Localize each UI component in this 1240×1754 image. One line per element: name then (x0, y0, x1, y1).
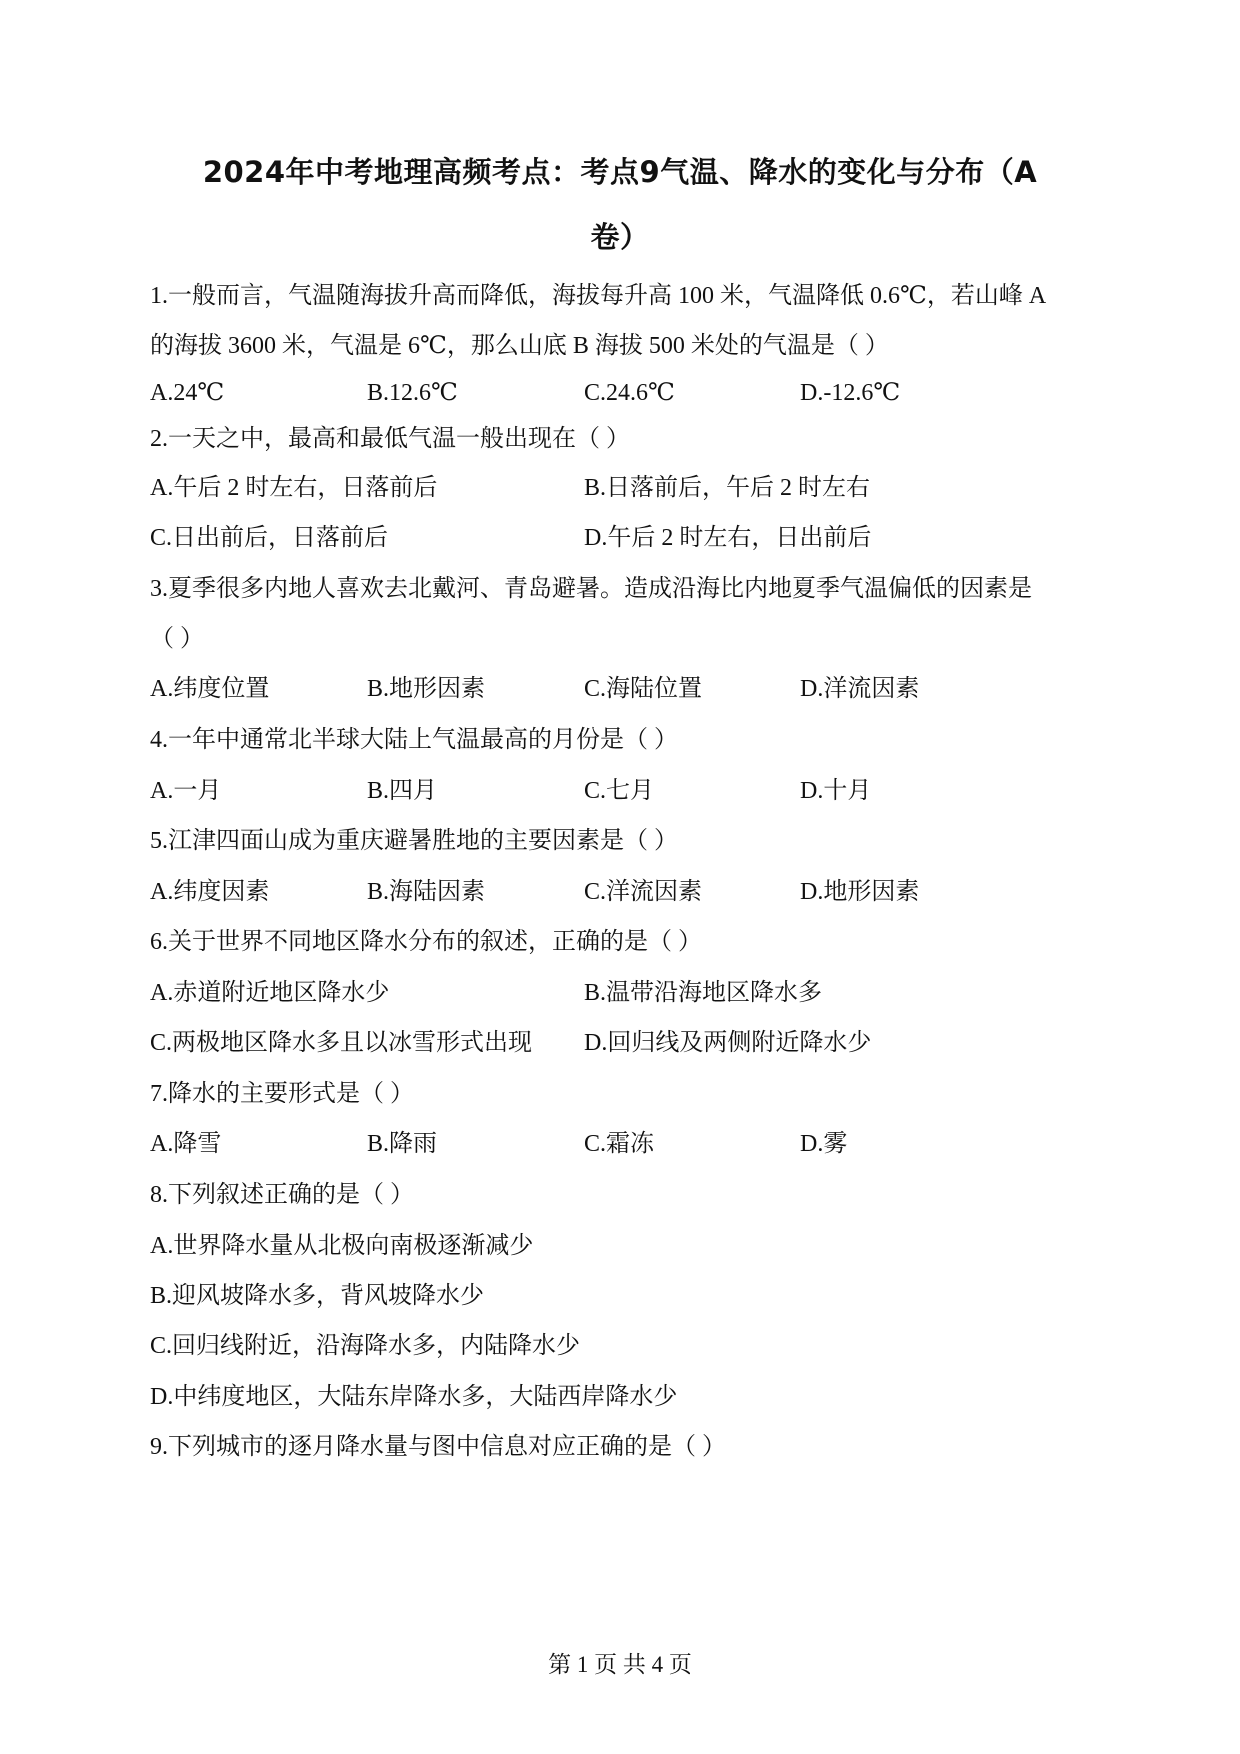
question-1-option-b: B.12.6℃ (367, 380, 458, 406)
question-3-option-c: C.海陆位置 (584, 676, 703, 702)
question-7-option-d: D.雾 (800, 1131, 848, 1157)
question-5-option-c: C.洋流因素 (584, 879, 703, 905)
question-3-stem-line-2: （ ） (150, 626, 204, 652)
question-3-stem-line-1: 3.夏季很多内地人喜欢去北戴河、青岛避暑。造成沿海比内地夏季气温偏低的因素是 (150, 576, 1032, 602)
question-2-option-a: A.午后 2 时左右，日落前后 (150, 475, 438, 501)
question-1-stem-line-1: 1.一般而言，气温随海拔升高而降低，海拔每升高 100 米，气温降低 0.6℃，若山峰 A (150, 283, 1047, 309)
question-1-option-a: A.24℃ (150, 380, 225, 406)
question-7-option-b: B.降雨 (367, 1131, 438, 1157)
question-4-stem: 4.一年中通常北半球大陆上气温最高的月份是（ ） (150, 727, 678, 753)
question-5-option-d: D.地形因素 (800, 879, 920, 905)
question-6-option-c: C.两极地区降水多且以冰雪形式出现 (150, 1030, 533, 1056)
question-1-option-c: C.24.6℃ (584, 380, 675, 406)
question-2-option-c: C.日出前后，日落前后 (150, 525, 389, 551)
question-6-stem: 6.关于世界不同地区降水分布的叙述，正确的是（ ） (150, 929, 702, 955)
question-6-option-d: D.回归线及两侧附近降水少 (584, 1030, 872, 1056)
page-number-footer: 第 1 页 共 4 页 (548, 1652, 692, 1677)
question-7-option-c: C.霜冻 (584, 1131, 655, 1157)
question-1-option-d: D.-12.6℃ (800, 380, 901, 406)
question-3-option-a: A.纬度位置 (150, 676, 270, 702)
question-5-option-b: B.海陆因素 (367, 879, 486, 905)
question-8-option-d: D.中纬度地区，大陆东岸降水多，大陆西岸降水少 (150, 1384, 678, 1410)
question-2-option-d: D.午后 2 时左右，日出前后 (584, 525, 872, 551)
question-5-stem: 5.江津四面山成为重庆避暑胜地的主要因素是（ ） (150, 828, 678, 854)
question-4-option-d: D.十月 (800, 778, 872, 804)
question-6-option-b: B.温带沿海地区降水多 (584, 980, 823, 1006)
page-title-line-1: 2024年中考地理高频考点：考点9气温、降水的变化与分布（A (202, 155, 1038, 189)
question-6-option-a: A.赤道附近地区降水少 (150, 980, 390, 1006)
question-4-option-b: B.四月 (367, 778, 438, 804)
question-2-stem: 2.一天之中，最高和最低气温一般出现在（ ） (150, 426, 630, 452)
question-4-option-a: A.一月 (150, 778, 222, 804)
question-2-option-b: B.日落前后，午后 2 时左右 (584, 475, 871, 501)
question-4-option-c: C.七月 (584, 778, 655, 804)
question-8-option-a: A.世界降水量从北极向南极逐渐减少 (150, 1233, 534, 1259)
question-9-stem: 9.下列城市的逐月降水量与图中信息对应正确的是（ ） (150, 1434, 726, 1460)
question-7-stem: 7.降水的主要形式是（ ） (150, 1081, 414, 1107)
question-3-option-d: D.洋流因素 (800, 676, 920, 702)
question-8-option-b: B.迎风坡降水多，背风坡降水少 (150, 1283, 485, 1309)
page-title-line-2: 卷） (590, 220, 650, 254)
question-8-option-c: C.回归线附近，沿海降水多，内陆降水少 (150, 1333, 581, 1359)
question-3-option-b: B.地形因素 (367, 676, 486, 702)
question-1-stem-line-2: 的海拔 3600 米，气温是 6℃，那么山底 B 海拔 500 米处的气温是（ ） (150, 333, 889, 359)
question-5-option-a: A.纬度因素 (150, 879, 270, 905)
question-8-stem: 8.下列叙述正确的是（ ） (150, 1182, 414, 1208)
question-7-option-a: A.降雪 (150, 1131, 222, 1157)
